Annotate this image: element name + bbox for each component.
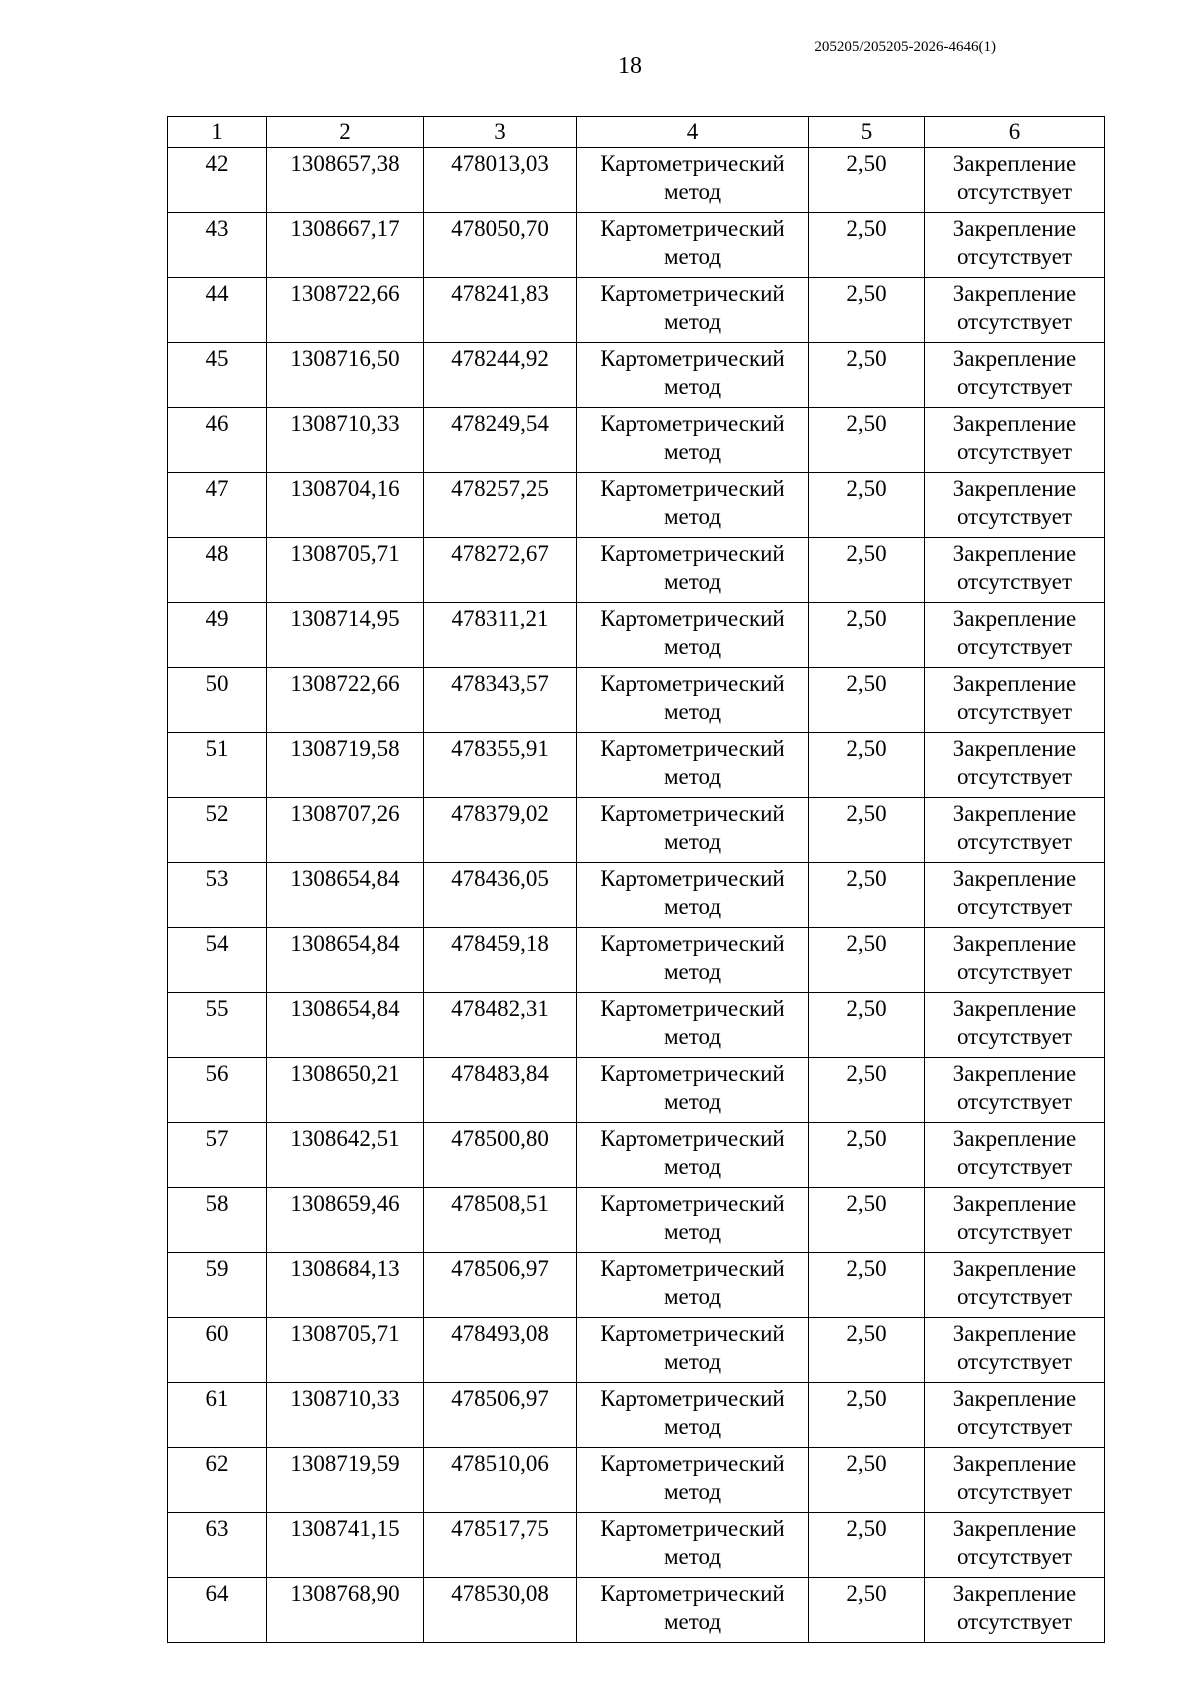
marking-cell-line-2: отсутствует [956,1089,1073,1114]
marking-cell-line-2: отсутствует [956,1349,1073,1374]
accuracy-cell: 2,50 [809,1318,925,1383]
marking-cell-line-2: отсутствует [956,829,1073,854]
marking-cell-line-1: Закрепление [952,346,1077,371]
method-cell-line-2: метод [663,439,722,464]
marking-cell-line-1: Закрепление [952,1321,1077,1346]
point-number-cell: 59 [168,1253,267,1318]
accuracy-cell: 2,50 [809,603,925,668]
marking-cell-line-1: Закрепление [952,1126,1077,1151]
marking-cell-line-1: Закрепление [952,281,1077,306]
x-coordinate-cell: 1308741,15 [267,1513,424,1578]
x-coordinate-cell: 1308650,21 [267,1058,424,1123]
marking-cell [925,278,1105,343]
x-coordinate-cell: 1308707,26 [267,798,424,863]
method-cell-line-1: Картометрический [600,931,785,956]
method-cell-line-2: метод [663,309,722,334]
accuracy-cell: 2,50 [809,733,925,798]
marking-cell-line-2: отсутствует [956,1024,1073,1049]
method-cell-line-1: Картометрический [600,1321,785,1346]
marking-cell [925,473,1105,538]
method-cell [577,1318,809,1383]
method-cell-line-2: метод [663,504,722,529]
table-row [168,213,1105,278]
method-cell [577,1448,809,1513]
method-cell [577,343,809,408]
marking-cell-line-1: Закрепление [952,606,1077,631]
point-number-cell: 63 [168,1513,267,1578]
method-cell-line-1: Картометрический [600,1516,785,1541]
y-coordinate-cell: 478013,03 [424,148,577,213]
table-row [168,1513,1105,1578]
table-row [168,993,1105,1058]
method-cell-line-1: Картометрический [600,866,785,891]
y-coordinate-cell: 478510,06 [424,1448,577,1513]
y-coordinate-cell: 478379,02 [424,798,577,863]
y-coordinate-cell: 478508,51 [424,1188,577,1253]
marking-cell-line-2: отсутствует [956,1284,1073,1309]
method-cell-line-1: Картометрический [600,1061,785,1086]
marking-cell-line-1: Закрепление [952,151,1077,176]
marking-cell-line-2: отсутствует [956,244,1073,269]
accuracy-cell: 2,50 [809,1123,925,1188]
x-coordinate-cell: 1308714,95 [267,603,424,668]
point-number-cell: 42 [168,148,267,213]
document-id: 205205/205205-2026-4646(1) [814,39,996,55]
marking-cell-line-1: Закрепление [952,736,1077,761]
table-row [168,1123,1105,1188]
table-row [168,473,1105,538]
table-row [168,1058,1105,1123]
method-cell-line-2: метод [663,1609,722,1634]
method-cell-line-2: метод [663,374,722,399]
marking-cell [925,733,1105,798]
method-cell-line-2: метод [663,634,722,659]
column-header-5: 5 [809,117,925,148]
marking-cell-line-2: отсутствует [956,1219,1073,1244]
marking-cell-line-2: отсутствует [956,1154,1073,1179]
marking-cell-line-2: отсутствует [956,699,1073,724]
method-cell-line-2: метод [663,1414,722,1439]
x-coordinate-cell: 1308657,38 [267,148,424,213]
x-coordinate-cell: 1308705,71 [267,1318,424,1383]
x-coordinate-cell: 1308722,66 [267,278,424,343]
y-coordinate-cell: 478272,67 [424,538,577,603]
marking-cell [925,1123,1105,1188]
method-cell-line-1: Картометрический [600,996,785,1021]
table-row [168,668,1105,733]
x-coordinate-cell: 1308710,33 [267,1383,424,1448]
point-number-cell: 51 [168,733,267,798]
y-coordinate-cell: 478530,08 [424,1578,577,1643]
accuracy-cell: 2,50 [809,798,925,863]
method-cell [577,213,809,278]
method-cell-line-2: метод [663,244,722,269]
marking-cell [925,928,1105,993]
method-cell-line-2: метод [663,894,722,919]
method-cell-line-2: метод [663,1219,722,1244]
method-cell [577,733,809,798]
method-cell [577,473,809,538]
y-coordinate-cell: 478506,97 [424,1383,577,1448]
method-cell-line-2: метод [663,1024,722,1049]
method-cell [577,603,809,668]
marking-cell [925,603,1105,668]
coordinates-table [167,116,1105,1643]
point-number-cell: 50 [168,668,267,733]
method-cell-line-2: метод [663,959,722,984]
point-number-cell: 44 [168,278,267,343]
y-coordinate-cell: 478506,97 [424,1253,577,1318]
accuracy-cell: 2,50 [809,1578,925,1643]
method-cell [577,668,809,733]
method-cell-line-2: метод [663,1479,722,1504]
point-number-cell: 62 [168,1448,267,1513]
method-cell [577,1058,809,1123]
y-coordinate-cell: 478482,31 [424,993,577,1058]
x-coordinate-cell: 1308768,90 [267,1578,424,1643]
method-cell-line-1: Картометрический [600,476,785,501]
marking-cell-line-2: отсутствует [956,504,1073,529]
y-coordinate-cell: 478311,21 [424,603,577,668]
table-row [168,148,1105,213]
y-coordinate-cell: 478483,84 [424,1058,577,1123]
marking-cell-line-1: Закрепление [952,1191,1077,1216]
method-cell-line-1: Картометрический [600,606,785,631]
method-cell-line-2: метод [663,1284,722,1309]
accuracy-cell: 2,50 [809,408,925,473]
y-coordinate-cell: 478249,54 [424,408,577,473]
method-cell-line-1: Картометрический [600,671,785,696]
marking-cell-line-2: отсутствует [956,634,1073,659]
point-number-cell: 52 [168,798,267,863]
marking-cell-line-2: отсутствует [956,309,1073,334]
marking-cell-line-1: Закрепление [952,216,1077,241]
marking-cell-line-1: Закрепление [952,1581,1077,1606]
accuracy-cell: 2,50 [809,1513,925,1578]
marking-cell-line-1: Закрепление [952,866,1077,891]
marking-cell [925,343,1105,408]
marking-cell-line-2: отсутствует [956,1414,1073,1439]
marking-cell-line-1: Закрепление [952,1516,1077,1541]
method-cell-line-1: Картометрический [600,1581,785,1606]
table-row [168,1448,1105,1513]
method-cell-line-2: метод [663,179,722,204]
method-cell [577,148,809,213]
method-cell [577,1513,809,1578]
marking-cell-line-2: отсутствует [956,1544,1073,1569]
point-number-cell: 43 [168,213,267,278]
method-cell [577,798,809,863]
table-row [168,798,1105,863]
marking-cell-line-2: отсутствует [956,764,1073,789]
x-coordinate-cell: 1308719,58 [267,733,424,798]
x-coordinate-cell: 1308710,33 [267,408,424,473]
point-number-cell: 45 [168,343,267,408]
method-cell-line-1: Картометрический [600,541,785,566]
y-coordinate-cell: 478500,80 [424,1123,577,1188]
marking-cell-line-1: Закрепление [952,1386,1077,1411]
column-header-2: 2 [267,117,424,148]
marking-cell [925,863,1105,928]
point-number-cell: 46 [168,408,267,473]
table-row [168,733,1105,798]
point-number-cell: 54 [168,928,267,993]
marking-cell [925,1058,1105,1123]
method-cell-line-1: Картометрический [600,1386,785,1411]
table-row [168,1188,1105,1253]
method-cell-line-2: метод [663,1544,722,1569]
method-cell-line-1: Картометрический [600,1126,785,1151]
point-number-cell: 47 [168,473,267,538]
marking-cell [925,213,1105,278]
marking-cell [925,993,1105,1058]
y-coordinate-cell: 478459,18 [424,928,577,993]
method-cell-line-2: метод [663,1089,722,1114]
point-number-cell: 61 [168,1383,267,1448]
marking-cell-line-2: отсутствует [956,894,1073,919]
marking-cell [925,1253,1105,1318]
method-cell-line-2: метод [663,764,722,789]
table-row [168,408,1105,473]
point-number-cell: 57 [168,1123,267,1188]
point-number-cell: 49 [168,603,267,668]
accuracy-cell: 2,50 [809,473,925,538]
accuracy-cell: 2,50 [809,538,925,603]
method-cell [577,928,809,993]
accuracy-cell: 2,50 [809,278,925,343]
marking-cell-line-1: Закрепление [952,411,1077,436]
marking-cell [925,148,1105,213]
method-cell [577,1188,809,1253]
marking-cell-line-2: отсутствует [956,374,1073,399]
marking-cell-line-1: Закрепление [952,1451,1077,1476]
point-number-cell: 48 [168,538,267,603]
x-coordinate-cell: 1308722,66 [267,668,424,733]
table-row [168,1318,1105,1383]
y-coordinate-cell: 478493,08 [424,1318,577,1383]
table-row [168,343,1105,408]
method-cell-line-2: метод [663,699,722,724]
accuracy-cell: 2,50 [809,863,925,928]
marking-cell-line-1: Закрепление [952,476,1077,501]
point-number-cell: 55 [168,993,267,1058]
x-coordinate-cell: 1308705,71 [267,538,424,603]
y-coordinate-cell: 478241,83 [424,278,577,343]
page-number: 18 [618,53,642,79]
table-body [168,117,1105,1643]
column-header-6: 6 [925,117,1105,148]
y-coordinate-cell: 478244,92 [424,343,577,408]
x-coordinate-cell: 1308719,59 [267,1448,424,1513]
y-coordinate-cell: 478257,25 [424,473,577,538]
method-cell-line-1: Картометрический [600,411,785,436]
marking-cell [925,1513,1105,1578]
table-row [168,1253,1105,1318]
method-cell [577,538,809,603]
accuracy-cell: 2,50 [809,213,925,278]
marking-cell-line-1: Закрепление [952,931,1077,956]
y-coordinate-cell: 478343,57 [424,668,577,733]
accuracy-cell: 2,50 [809,1448,925,1513]
method-cell [577,278,809,343]
method-cell-line-1: Картометрический [600,736,785,761]
accuracy-cell: 2,50 [809,668,925,733]
method-cell [577,408,809,473]
method-cell-line-1: Картометрический [600,151,785,176]
marking-cell-line-1: Закрепление [952,996,1077,1021]
marking-cell-line-2: отсутствует [956,179,1073,204]
x-coordinate-cell: 1308704,16 [267,473,424,538]
marking-cell [925,1578,1105,1643]
method-cell [577,1253,809,1318]
marking-cell-line-1: Закрепление [952,1256,1077,1281]
marking-cell-line-1: Закрепление [952,671,1077,696]
marking-cell-line-2: отсутствует [956,1609,1073,1634]
marking-cell-line-2: отсутствует [956,439,1073,464]
marking-cell [925,1448,1105,1513]
method-cell-line-2: метод [663,1154,722,1179]
column-header-3: 3 [424,117,577,148]
x-coordinate-cell: 1308716,50 [267,343,424,408]
method-cell-line-1: Картометрический [600,1256,785,1281]
x-coordinate-cell: 1308684,13 [267,1253,424,1318]
accuracy-cell: 2,50 [809,343,925,408]
marking-cell-line-1: Закрепление [952,1061,1077,1086]
marking-cell [925,408,1105,473]
method-cell [577,863,809,928]
method-cell [577,1578,809,1643]
table-row [168,1383,1105,1448]
x-coordinate-cell: 1308654,84 [267,993,424,1058]
table-row [168,278,1105,343]
marking-cell [925,668,1105,733]
marking-cell-line-1: Закрепление [952,801,1077,826]
marking-cell [925,1383,1105,1448]
x-coordinate-cell: 1308654,84 [267,928,424,993]
marking-cell [925,798,1105,863]
point-number-cell: 58 [168,1188,267,1253]
method-cell-line-1: Картометрический [600,801,785,826]
accuracy-cell: 2,50 [809,148,925,213]
point-number-cell: 64 [168,1578,267,1643]
table-row [168,863,1105,928]
point-number-cell: 53 [168,863,267,928]
marking-cell-line-2: отсутствует [956,1479,1073,1504]
method-cell-line-1: Картометрический [600,1451,785,1476]
accuracy-cell: 2,50 [809,1383,925,1448]
method-cell [577,993,809,1058]
point-number-cell: 60 [168,1318,267,1383]
y-coordinate-cell: 478355,91 [424,733,577,798]
table-row [168,1578,1105,1643]
column-header-4: 4 [577,117,809,148]
method-cell-line-1: Картометрический [600,346,785,371]
accuracy-cell: 2,50 [809,928,925,993]
point-number-cell: 56 [168,1058,267,1123]
accuracy-cell: 2,50 [809,1253,925,1318]
method-cell-line-1: Картометрический [600,281,785,306]
table-row [168,928,1105,993]
method-cell-line-2: метод [663,1349,722,1374]
y-coordinate-cell: 478517,75 [424,1513,577,1578]
x-coordinate-cell: 1308667,17 [267,213,424,278]
method-cell-line-1: Картометрический [600,216,785,241]
x-coordinate-cell: 1308642,51 [267,1123,424,1188]
marking-cell [925,1318,1105,1383]
accuracy-cell: 2,50 [809,1058,925,1123]
x-coordinate-cell: 1308659,46 [267,1188,424,1253]
marking-cell [925,1188,1105,1253]
marking-cell-line-2: отсутствует [956,959,1073,984]
accuracy-cell: 2,50 [809,1188,925,1253]
y-coordinate-cell: 478436,05 [424,863,577,928]
marking-cell-line-1: Закрепление [952,541,1077,566]
method-cell [577,1383,809,1448]
column-header-1: 1 [168,117,267,148]
header-row [168,117,1105,148]
method-cell-line-1: Картометрический [600,1191,785,1216]
x-coordinate-cell: 1308654,84 [267,863,424,928]
accuracy-cell: 2,50 [809,993,925,1058]
method-cell-line-2: метод [663,829,722,854]
table-row [168,603,1105,668]
table-row [168,538,1105,603]
method-cell-line-2: метод [663,569,722,594]
y-coordinate-cell: 478050,70 [424,213,577,278]
marking-cell [925,538,1105,603]
marking-cell-line-2: отсутствует [956,569,1073,594]
method-cell [577,1123,809,1188]
